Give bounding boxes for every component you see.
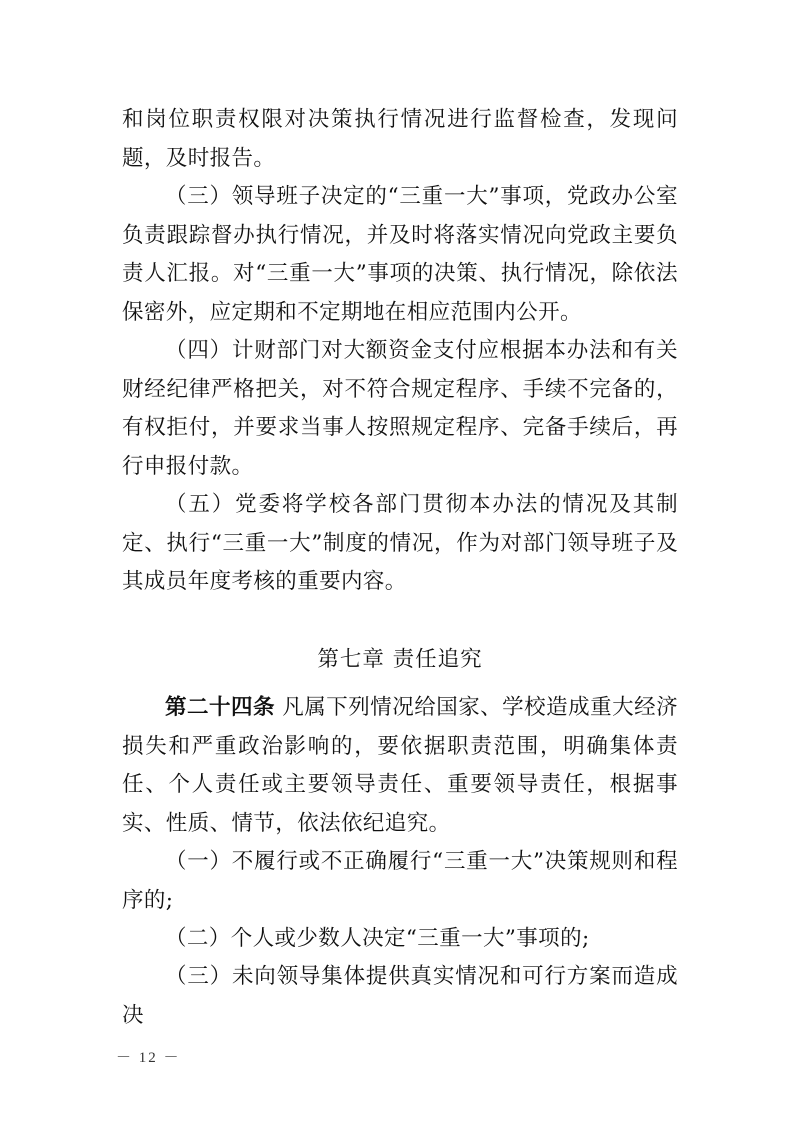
list-item-two: （二）个人或少数人决定“三重一大”事项的; xyxy=(165,926,590,951)
page-number: － 12 － xyxy=(116,1050,181,1066)
article-label: 第二十四条 xyxy=(165,695,275,720)
list-item-three: （三）未向领导集体提供真实情况和可行方案而造成决 xyxy=(122,964,678,1028)
list-item-one: （一）不履行或不正确履行“三重一大”决策规则和程序的; xyxy=(122,849,678,913)
paragraph-supervision-continued: 和岗位职责权限对决策执行情况进行监督检查，发现问题，及时报告。 xyxy=(122,107,678,171)
article-text: 凡属下列情况给国家、学校造成重大经济损失和严重政治影响的，要依据职责范围，明确集体责任、个人责任或主要领导责任、重要领导责任，根据事实、性质、情节，依法依纪追究。 xyxy=(122,695,678,836)
paragraph-item-five: （五）党委将学校各部门贯彻本办法的情况及其制定、执行“三重一大”制度的情况，作为对部门领导班子及其成员年度考核的重要内容。 xyxy=(122,492,678,594)
paragraph-item-three: （三）领导班子决定的“三重一大”事项，党政办公室负责跟踪督办执行情况，并及时将落实情况向党政主要负责人汇报。对“三重一大”事项的决策、执行情况，除依法保密外，应定期和不定期地在相应范围内公开。 xyxy=(122,184,678,325)
chapter-heading: 第七章 责任追究 xyxy=(317,647,483,672)
article-24-paragraph xyxy=(122,689,678,843)
paragraph-item-four: （四）计财部门对大额资金支付应根据本办法和有关财经纪律严格把关，对不符合规定程序、手续不完备的，有权拒付，并要求当事人按照规定程序、完备手续后，再行申报付款。 xyxy=(122,338,678,479)
